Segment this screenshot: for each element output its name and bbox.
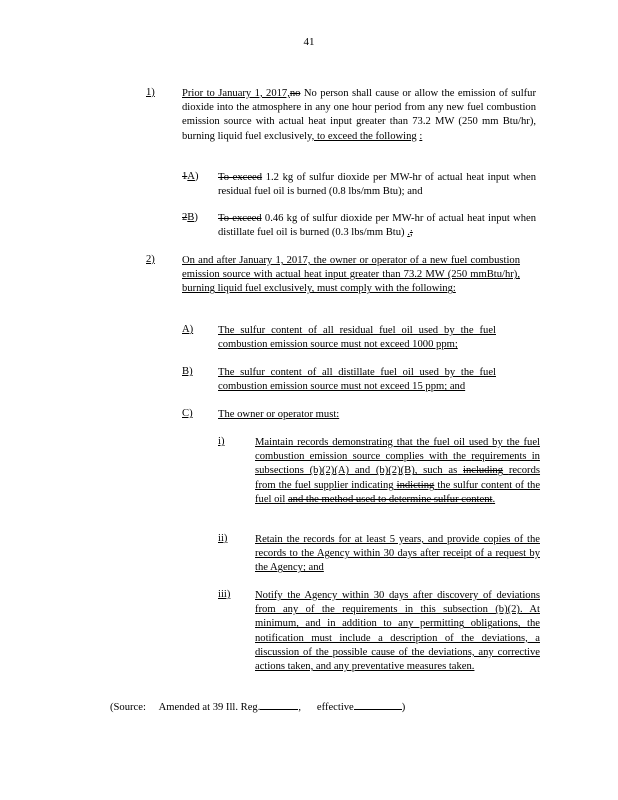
item-1-tail-end: : — [419, 130, 423, 142]
item-1-text — [182, 87, 536, 144]
item-2c-i-text: Maintain records demonstrating that the fuel oil used by the fuel combustion emission source complies with the requirements in subsections (b)(2)(A) and (b)(2)(B), such as including records from the fuel supplier indicating indicting the sulfur content of the fuel oil and the method used to determine sulfur content. — [255, 437, 541, 505]
item-1b-deleted: To exceed — [218, 213, 262, 224]
item-1a-deleted: To exceed — [218, 172, 263, 183]
item-2-number: 2) — [146, 254, 155, 265]
item-1a-text: To exceed 1.2 kg of sulfur dioxide per MW-hr of actual heat input when residual fuel oil is burned (0.8 lbs/mm Btu); and — [218, 172, 536, 198]
item-1-lead-inserted: Prior to January 1, 2017, — [182, 88, 290, 99]
item-2c-number: C) — [182, 408, 193, 419]
item-2-text: On and after January 1, 2017, the owner or operator of a new fuel combustion emission source with actual heat input greater than 73.2 MW (250 mmBtu/hr), burning liquid fuel exclusively, must comply with the following: — [182, 255, 520, 295]
item-2c-ii-text: Retain the records for at least 5 years, and provide copies of the records to the Agency within 30 days after receipt of a request by the Agency; and — [255, 534, 540, 574]
item-2a-text: The sulfur content of all residual fuel oil used by the fuel combustion emission source must not exceed 1000 ppm; — [218, 325, 496, 351]
effective-date-blank — [354, 700, 402, 710]
item-2b-text: The sulfur content of all distillate fuel oil used by the fuel combustion emission source must not exceed 15 ppm; and — [218, 367, 496, 393]
page-number: 41 — [303, 36, 315, 48]
item-1b-text: To exceed 0.46 kg of sulfur dioxide per MW-hr of actual heat input when distillate fuel oil is burned (0.3 lbs/mm Btu) .; — [218, 213, 536, 239]
item-2c-i-number: i) — [218, 436, 225, 447]
item-2c-text: The owner or operator must: — [218, 409, 340, 420]
item-1-tail-inserted: , to exceed the following — [311, 130, 417, 142]
source-note: (Source: Amended at 39 Ill. Reg. , effective ) — [110, 702, 406, 713]
item-2c-iii-number: iii) — [218, 589, 231, 600]
item-1a-number: 1A) — [182, 171, 199, 182]
item-2b-number: B) — [182, 366, 193, 377]
item-2c-iii-text: Notify the Agency within 30 days after discovery of deviations from any of the requirements in this subsection (b)(2). At minimum, and in addition to any permitting obligations, the notification must include a description of the deviations, a discussion of the possible cause of the deviations, any corrective actions taken, and any preventative measures taken. — [255, 590, 540, 673]
item-1b-number: 2B) — [182, 212, 198, 223]
item-1-body: No person shall cause or allow the emission of sulfur dioxide into the atmosphere in any one hour period from any new fuel combustion emission source with actual heat input greater than 73.2 MW (250 mm Btu/hr), burning liquid fuel exclusively — [182, 88, 536, 142]
item-2c-ii-number: ii) — [218, 533, 228, 544]
item-2a-number: A) — [182, 324, 194, 335]
item-1-lead-deleted: no — [289, 88, 301, 99]
register-blank — [260, 700, 298, 710]
item-1-number: 1) — [146, 87, 155, 98]
